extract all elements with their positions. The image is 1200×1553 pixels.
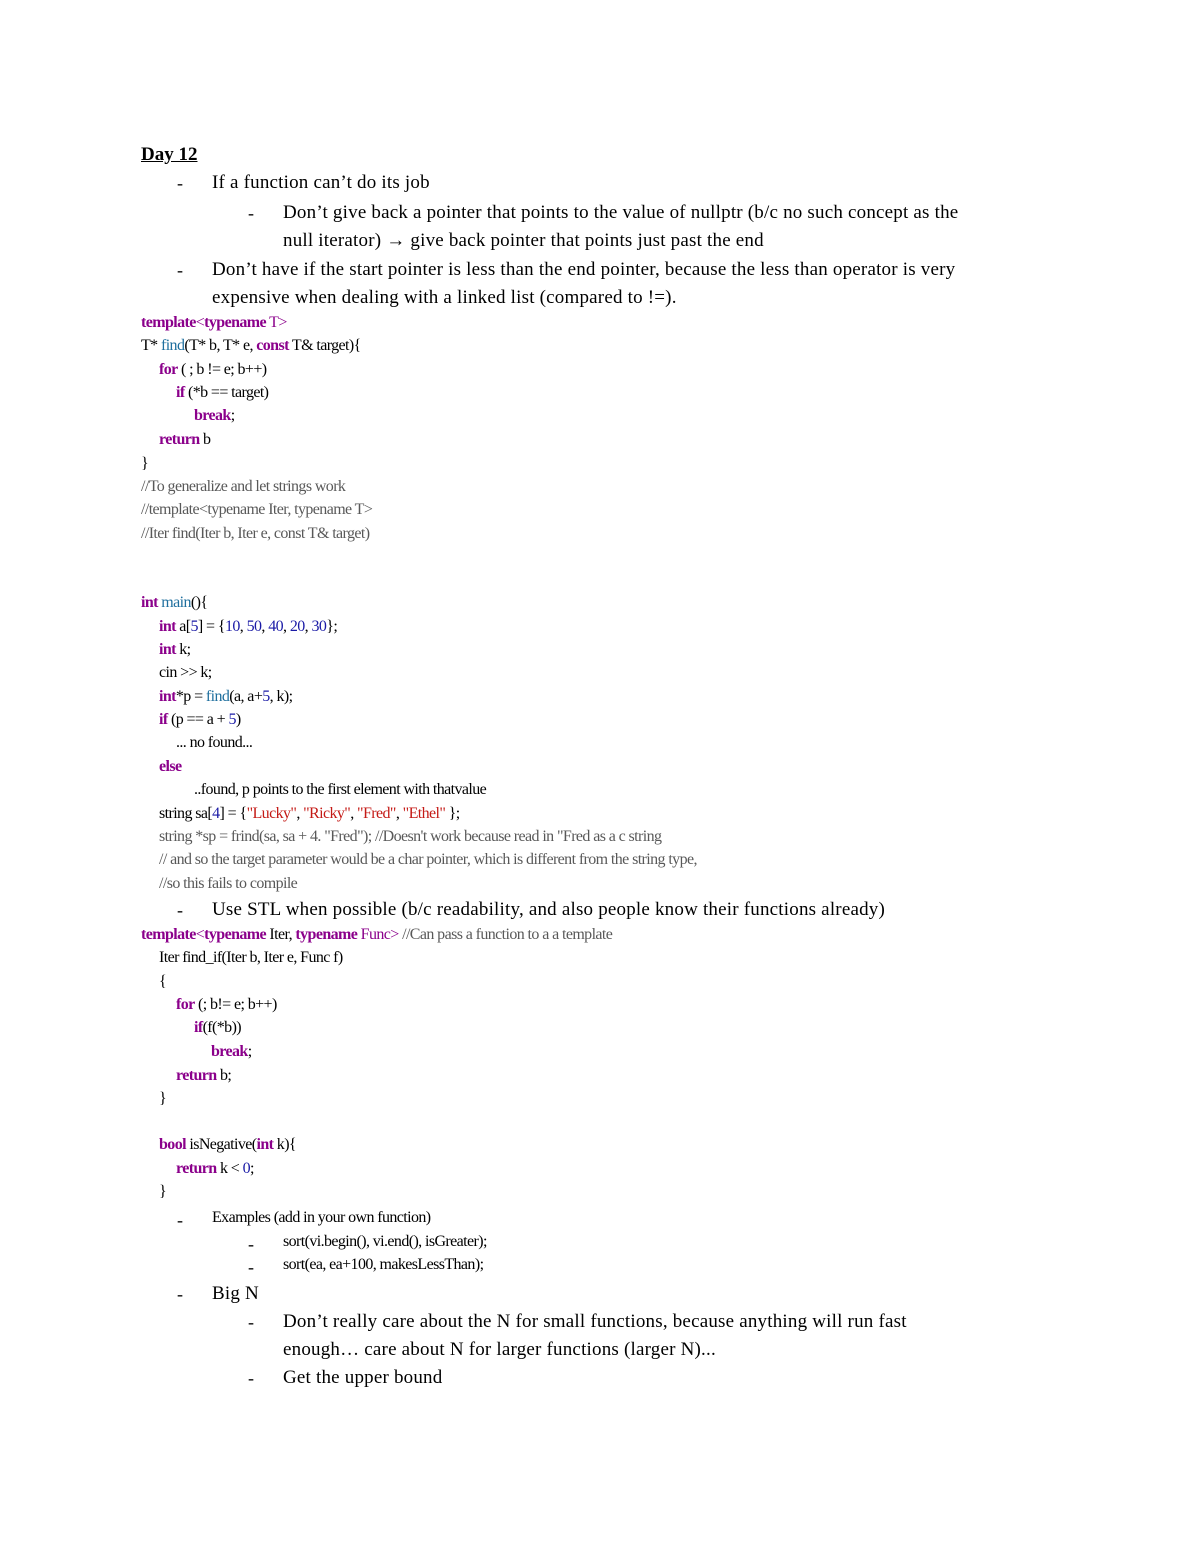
bullet-text: If a function can’t do its job: [212, 172, 430, 193]
bullet-text: Don’t have if the start pointer is less than the end pointer, because the less than operator is very: [212, 259, 956, 280]
bullet-text: Don’t give back a pointer that points to the value of nullptr (b/c no such concept as the: [283, 202, 959, 223]
code-line: template<typename T>: [141, 314, 287, 331]
code-comment: //Iter find(Iter b, Iter e, const T& target): [141, 525, 370, 542]
code-line: {: [159, 973, 167, 990]
code-line: bool isNegative(int k){: [159, 1136, 296, 1153]
bullet-text: null iterator) → give back pointer that points just past the end: [283, 230, 764, 251]
code-line: int main(){: [141, 594, 208, 611]
bullet-dash: -: [177, 1210, 183, 1230]
code-line: ... no found...: [176, 734, 253, 751]
bullet-text: sort(ea, ea+100, makesLessThan);: [283, 1256, 484, 1273]
code-line: int*p = find(a, a+5, k);: [159, 688, 293, 705]
code-line: for ( ; b != e; b++): [159, 361, 267, 378]
bullet-text: Get the upper bound: [283, 1367, 443, 1388]
code-line: }: [159, 1183, 167, 1200]
bullet-dash: -: [177, 260, 183, 280]
code-line: return k < 0;: [176, 1160, 254, 1177]
code-line: if (p == a + 5): [159, 711, 241, 728]
bullet-dash: -: [248, 1368, 254, 1388]
bullet-text: Don’t really care about the N for small functions, because anything will run fast: [283, 1311, 907, 1332]
bullet-text: expensive when dealing with a linked list (compared to !=).: [212, 287, 677, 308]
page-title: Day 12: [141, 144, 198, 165]
code-comment: //To generalize and let strings work: [141, 478, 346, 495]
code-line: }: [159, 1090, 167, 1107]
bullet-text: Big N: [212, 1283, 259, 1304]
code-line: else: [159, 758, 182, 775]
code-comment: string *sp = frind(sa, sa + 4. "Fred"); //Doesn't work because read in "Fred as a c string: [159, 828, 662, 845]
bullet-dash: -: [248, 1257, 254, 1277]
code-line: if(f(*b)): [194, 1019, 242, 1036]
bullet-text: enough… care about N for larger functions (larger N)...: [283, 1339, 716, 1360]
bullet-text: sort(vi.begin(), vi.end(), isGreater);: [283, 1233, 487, 1250]
bullet-dash: -: [177, 173, 183, 193]
code-line: ..found, p points to the first element with thatvalue: [194, 781, 487, 798]
code-line: int a[5] = {10, 50, 40, 20, 30};: [159, 618, 338, 635]
code-line: break;: [211, 1043, 252, 1060]
code-line: int k;: [159, 641, 191, 658]
code-line: for (; b!= e; b++): [176, 996, 277, 1013]
bullet-dash: -: [248, 203, 254, 223]
code-line: string sa[4] = {"Lucky", "Ricky", "Fred", "Ethel" };: [159, 805, 460, 822]
code-line: cin >> k;: [159, 664, 212, 681]
code-line: }: [141, 455, 149, 472]
code-line: return b: [159, 431, 211, 448]
code-line: T* find(T* b, T* e, const T& target){: [141, 337, 361, 354]
code-line: return b;: [176, 1067, 232, 1084]
bullet-dash: -: [177, 900, 183, 920]
code-comment: // and so the target parameter would be a char pointer, which is different from the string type,: [159, 851, 697, 868]
bullet-dash: -: [248, 1234, 254, 1254]
bullet-dash: -: [177, 1284, 183, 1304]
code-line: template<typename Iter, typename Func> //Can pass a function to a a template: [141, 926, 613, 943]
code-line: if (*b == target): [176, 384, 269, 401]
code-line: Iter find_if(Iter b, Iter e, Func f): [159, 949, 343, 966]
code-comment: //so this fails to compile: [159, 875, 298, 892]
code-comment: //template<typename Iter, typename T>: [141, 501, 373, 518]
bullet-text: Examples (add in your own function): [212, 1209, 431, 1226]
bullet-dash: -: [248, 1312, 254, 1332]
code-line: break;: [194, 407, 235, 424]
bullet-text: Use STL when possible (b/c readability, and also people know their functions already): [212, 899, 886, 920]
